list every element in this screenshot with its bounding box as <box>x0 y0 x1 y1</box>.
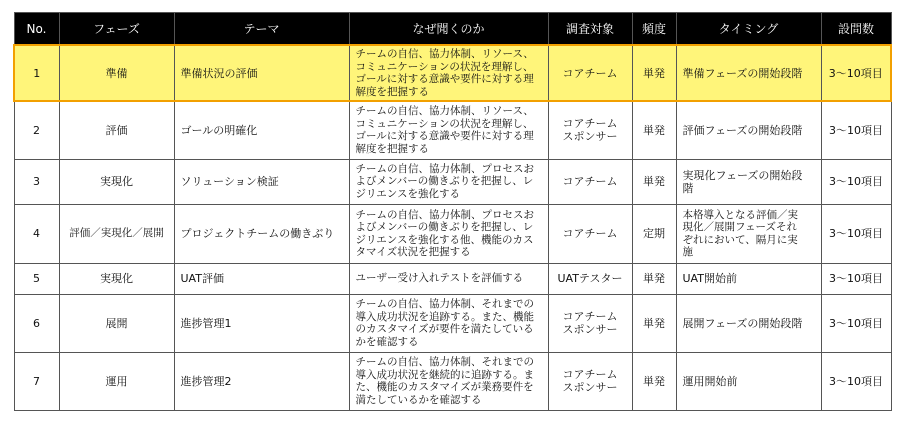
cell-theme: ゴールの明確化 <box>174 101 349 159</box>
cell-phase: 展開 <box>59 294 174 352</box>
why-line: た、機能のカスタマイズが業務要件を <box>355 381 534 393</box>
cell-frequency: 単発 <box>632 45 676 101</box>
cell-frequency: 単発 <box>632 101 676 159</box>
cell-timing <box>676 101 821 159</box>
cell-target <box>548 159 632 204</box>
target-line: スポンサー <box>562 323 618 336</box>
table-row <box>14 352 891 410</box>
target-line: コアチーム <box>562 117 618 131</box>
why-line: 導入成功状況を追跡する。また、機能 <box>355 310 534 323</box>
target-line: コアチーム <box>562 66 618 80</box>
why-line: ジリエンスを強化する <box>355 187 460 200</box>
cell-why <box>349 263 548 294</box>
survey-table <box>13 12 892 411</box>
timing-line: 評価フェーズの開始段階 <box>682 123 803 137</box>
cell-phase: 実現化 <box>59 159 174 204</box>
cell-no: 2 <box>14 101 59 159</box>
table-header-row <box>14 13 891 46</box>
cell-frequency: 単発 <box>632 263 676 294</box>
why-line: ゴールに対する意識や要件に対する理 <box>355 73 534 85</box>
cell-theme: ソリューション検証 <box>174 159 349 204</box>
cell-timing <box>676 294 821 352</box>
cell-target <box>548 352 632 410</box>
timing-line: 運用開始前 <box>682 374 738 388</box>
cell-frequency: 単発 <box>632 294 676 352</box>
cell-target <box>548 45 632 101</box>
cell-frequency: 単発 <box>632 159 676 204</box>
cell-count: 3～10項目 <box>821 204 891 263</box>
cell-no: 4 <box>14 204 59 263</box>
timing-line: 展開フェーズの開始段階 <box>682 316 803 330</box>
cell-why <box>349 352 548 410</box>
cell-count: 3～10項目 <box>821 352 891 410</box>
why-line: 満たしているかを確認する <box>355 393 482 406</box>
table-row <box>14 294 891 352</box>
why-line: コミュニケーションの状況を理解し、 <box>355 117 534 130</box>
cell-theme: プロジェクトチームの働きぶり <box>174 204 349 263</box>
why-line: よびメンバーの働きぶりを把握し、レ <box>355 175 534 188</box>
why-line: のカスタマイズが要件を満たしている <box>355 323 534 335</box>
timing-line: ぞれにおいて、隔月に実 <box>682 233 798 246</box>
cell-timing <box>676 159 821 204</box>
cell-count: 3～10項目 <box>821 45 891 101</box>
cell-phase: 評価／実現化／展開 <box>59 204 174 263</box>
why-line: コミュニケーションの状況を理解し、 <box>355 60 534 73</box>
cell-frequency: 定期 <box>632 204 676 263</box>
timing-line: 施 <box>682 246 693 258</box>
cell-count: 3～10項目 <box>821 159 891 204</box>
why-line: 解度を把握する <box>355 85 429 98</box>
cell-theme: UAT評価 <box>174 263 349 294</box>
timing-line: 本格導入となる評価／実 <box>682 208 798 221</box>
cell-phase: 実現化 <box>59 263 174 294</box>
timing-line: 現化／展開フェーズそれ <box>682 221 797 233</box>
cell-frequency: 単発 <box>632 352 676 410</box>
cell-why <box>349 101 548 159</box>
target-line: UATテスター <box>557 272 623 285</box>
header-no: No. <box>14 13 59 46</box>
cell-no: 7 <box>14 352 59 410</box>
cell-theme: 進捗管理2 <box>174 352 349 410</box>
cell-target <box>548 294 632 352</box>
cell-why <box>349 159 548 204</box>
why-line: ゴールに対する意識や要件に対する理 <box>355 130 534 143</box>
cell-timing <box>676 352 821 410</box>
header-phase: フェーズ <box>59 13 174 46</box>
why-line: チームの自信、協力体制、それまでの <box>355 298 534 310</box>
why-line: ジリエンスを強化する他、機能のカス <box>355 233 534 246</box>
timing-line: 準備フェーズの開始段階 <box>682 66 803 80</box>
why-line: チームの自信、協力体制、それまでの <box>355 356 534 368</box>
target-line: コアチーム <box>562 368 618 381</box>
header-timing: タイミング <box>676 13 821 46</box>
header-frequency: 頻度 <box>632 13 676 46</box>
cell-why <box>349 294 548 352</box>
cell-phase: 評価 <box>59 101 174 159</box>
why-line: チームの自信、協力体制、プロセスお <box>355 162 534 175</box>
cell-phase: 準備 <box>59 45 174 101</box>
header-question-count: 設問数 <box>821 13 891 46</box>
cell-why <box>349 204 548 263</box>
header-theme: テーマ <box>174 13 349 46</box>
cell-why <box>349 45 548 101</box>
cell-timing <box>676 45 821 101</box>
cell-timing <box>676 263 821 294</box>
header-why: なぜ聞くのか <box>349 13 548 46</box>
cell-target <box>548 101 632 159</box>
cell-no: 1 <box>14 45 59 101</box>
table-row <box>14 204 891 263</box>
target-line: スポンサー <box>562 130 618 144</box>
target-line: コアチーム <box>562 310 618 323</box>
why-line: タマイズ状況を把握する <box>355 246 471 258</box>
cell-theme: 進捗管理1 <box>174 294 349 352</box>
why-line: 導入成功状況を継続的に追跡する。ま <box>355 368 534 381</box>
cell-target <box>548 263 632 294</box>
cell-no: 5 <box>14 263 59 294</box>
survey-table-container <box>13 12 890 411</box>
cell-timing <box>676 204 821 263</box>
timing-line: UAT開始前 <box>682 272 737 285</box>
timing-line: 階 <box>682 181 694 195</box>
target-line: コアチーム <box>562 227 618 240</box>
cell-no: 3 <box>14 159 59 204</box>
why-line: かを確認する <box>355 335 419 348</box>
why-line: ユーザー受け入れテストを評価する <box>355 272 524 285</box>
why-line: チームの自信、協力体制、プロセスお <box>355 208 534 221</box>
table-row <box>14 101 891 159</box>
why-line: チームの自信、協力体制、リソース、 <box>355 48 534 60</box>
cell-count: 3～10項目 <box>821 101 891 159</box>
why-line: 解度を把握する <box>355 142 429 155</box>
cell-count: 3～10項目 <box>821 294 891 352</box>
cell-no: 6 <box>14 294 59 352</box>
cell-target <box>548 204 632 263</box>
table-row <box>14 263 891 294</box>
table-row <box>14 159 891 204</box>
cell-phase: 運用 <box>59 352 174 410</box>
why-line: よびメンバーの働きぶりを把握し、レ <box>355 221 534 233</box>
timing-line: 実現化フェーズの開始段 <box>682 168 803 182</box>
target-line: コアチーム <box>562 175 618 188</box>
header-target: 調査対象 <box>548 13 632 46</box>
cell-count: 3～10項目 <box>821 263 891 294</box>
table-row <box>14 45 891 101</box>
target-line: スポンサー <box>562 381 618 394</box>
cell-theme: 準備状況の評価 <box>174 45 349 101</box>
why-line: チームの自信、協力体制、リソース、 <box>355 105 534 118</box>
